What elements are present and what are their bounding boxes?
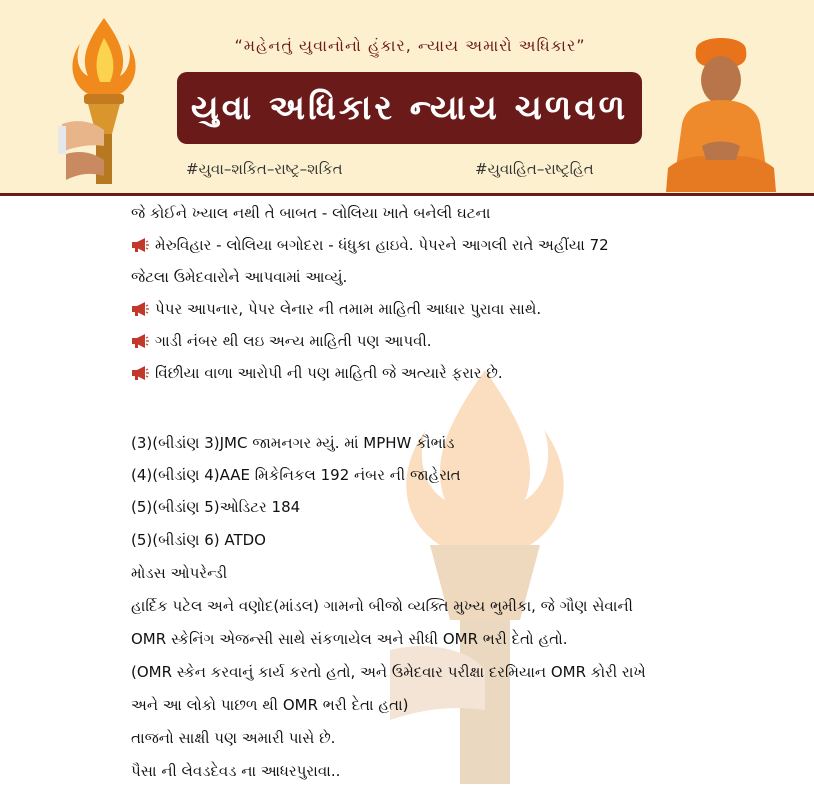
bullet-line <box>131 294 541 324</box>
body-line: OMR સ્કેનિંગ એજન્સી સાથે સંકળાયેલ અને સીધી OMR ભરી દેતો હતો. <box>131 630 568 648</box>
body-line: હાર્દિક પટેલ અને વણોદ(માંડલ) ગામનો બીજો વ્યક્તિ મુખ્ય ભુમીકા, જે ગૌણ સેવાની <box>131 597 633 615</box>
megaphone-icon <box>131 334 149 348</box>
header-divider <box>0 193 814 196</box>
page-title: યુવા અધિકાર ન્યાય ચળવળ <box>190 88 629 128</box>
megaphone-icon <box>131 238 149 252</box>
bullet-line <box>131 326 432 356</box>
body-line: જેટલા ઉમેદવારોને આપવામાં આવ્યું. <box>131 268 348 286</box>
body-line: જે કોઈને ખ્યાલ નથી તે બાબત - લોલિયા ખાતે બનેલી ઘટના <box>131 204 491 222</box>
bullet-text: પેપર આપનાર, પેપર લેનાર ની તમામ માહિતી આધાર પુરાવા સાથે. <box>155 300 542 318</box>
body-line: તાજનો સાક્ષી પણ અમારી પાસે છે. <box>131 729 336 747</box>
bullet-text: મેરુવિહાર - લોલિયા બગોદરા - ધંધુકા હાઇવે. પેપરને આગલી રાતે અહીંયા 72 <box>155 236 609 254</box>
hashtag-right: #યુવાહિત–રાષ્ટ્રહિત <box>475 160 594 178</box>
torch-icon <box>58 14 150 190</box>
bullet-line <box>131 230 609 260</box>
body-line: અને આ લોકો પાછળ થી OMR ભરી દેતા હતા) <box>131 696 409 714</box>
hashtag-left: #યુવા–શકિત–રાષ્ટ્ર–શકિત <box>186 160 343 178</box>
title-banner <box>177 72 642 144</box>
slogan: “મહેનતું યુવાનોનો હુંકાર, ન્યાય અમારો અધિકાર” <box>234 36 586 55</box>
body-line: (5)(બીડાંણ 6) ATDO <box>131 531 266 549</box>
body-line: મોડસ ઓપરેન્ડી <box>131 564 228 582</box>
body-line: (5)(બીડાંણ 5)ઓડિટર 184 <box>131 498 301 516</box>
body-line: (4)(બીડાંણ 4)AAE મિકેનિકલ 192 નંબર ની જાહેરાત <box>131 466 461 484</box>
bullet-text: વિંછીયા વાળા આરોપી ની પણ માહિતી જે અત્યારે ફરાર છે. <box>155 364 503 382</box>
bullet-text: ગાડી નંબર થી લઇ અન્ય માહિતી પણ આપવી. <box>155 332 432 350</box>
body-line: પૈસા ની લેવડદેવડ ના આધરપુરાવા.. <box>131 762 341 780</box>
body-line: (OMR સ્કેન કરવાનું કાર્ય કરતો હતો, અને ઉમેદવાર પરીક્ષા દરમિયાન OMR કોરી રાખે <box>131 663 646 681</box>
body-line: (3)(બીડાંણ 3)JMC જામનગર મ્યું. માં MPHW કૌભાંડ <box>131 434 455 452</box>
megaphone-icon <box>131 302 149 316</box>
monk-portrait <box>662 28 780 192</box>
bullet-line <box>131 358 503 388</box>
megaphone-icon <box>131 366 149 380</box>
